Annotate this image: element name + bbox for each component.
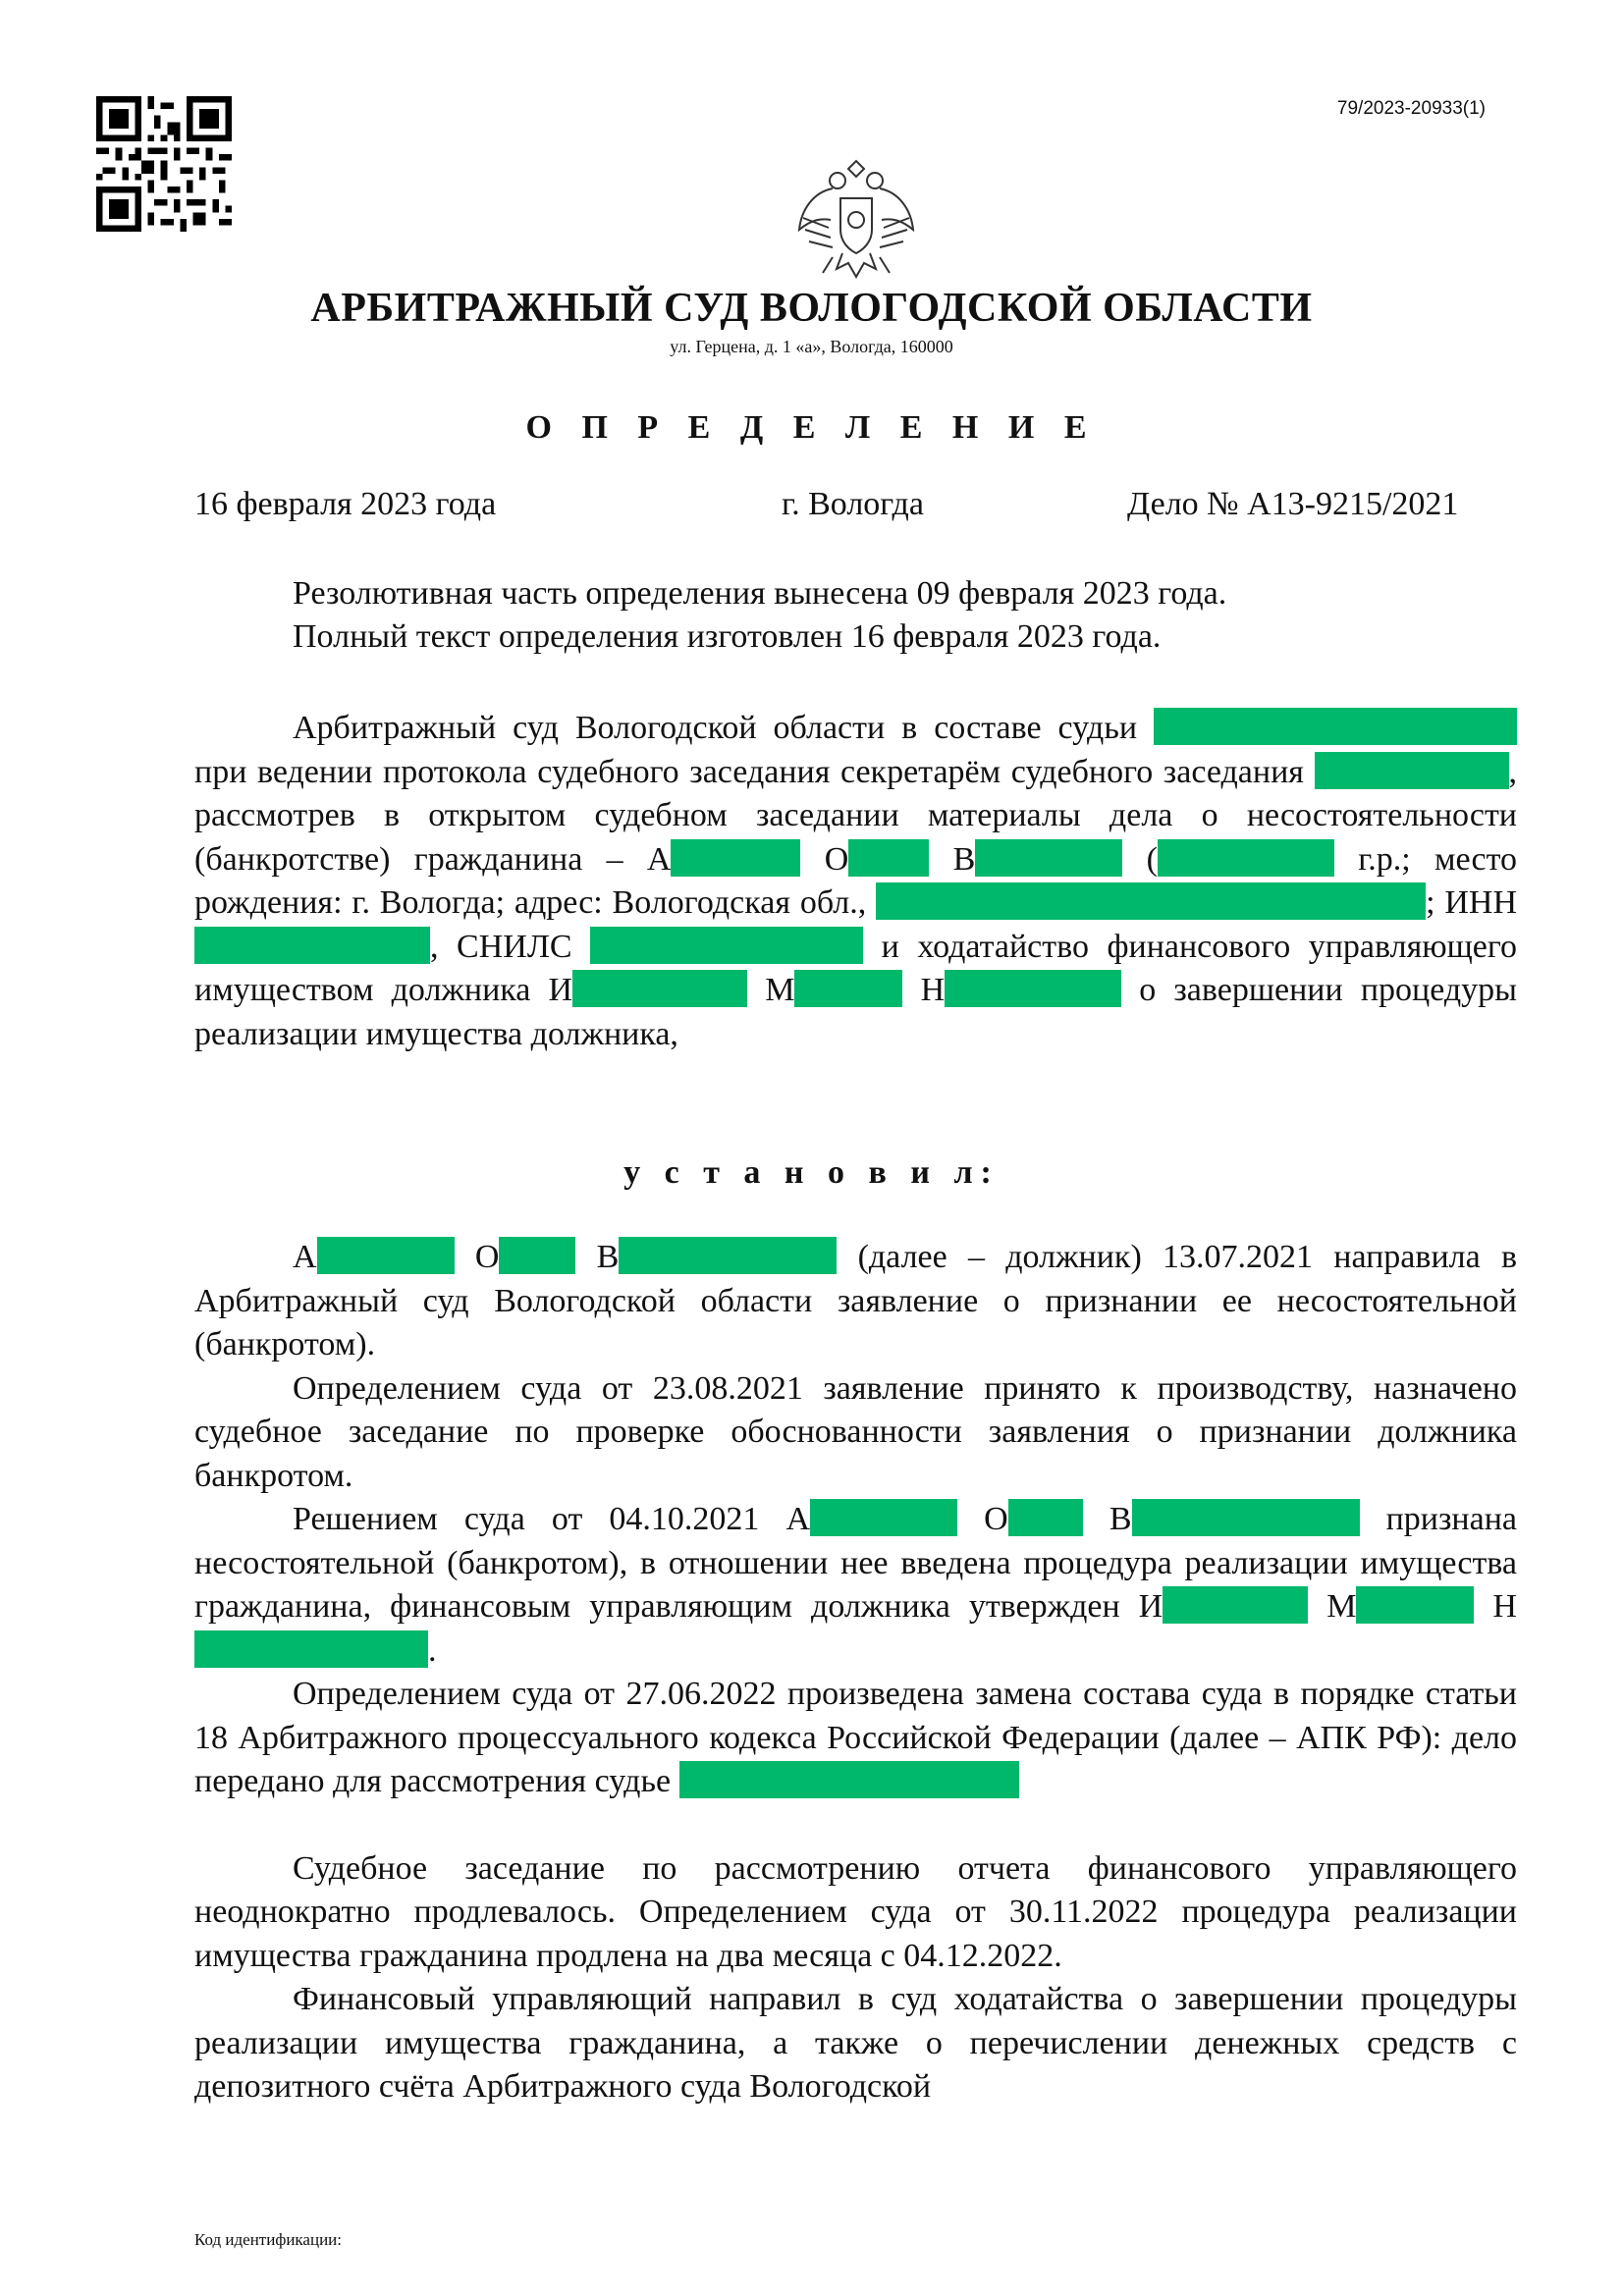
redaction — [848, 839, 929, 877]
redaction — [1163, 1586, 1308, 1624]
redaction — [876, 882, 1426, 920]
redaction — [619, 1237, 837, 1274]
document-date: 16 февраля 2023 года — [194, 486, 497, 522]
redaction — [590, 927, 863, 964]
redaction — [1158, 839, 1334, 877]
resolution-date-line: Резолютивная часть определения вынесена 09 февраля 2023 года. — [293, 575, 1227, 612]
redaction — [1132, 1499, 1360, 1536]
case-number: Дело № А13-9215/2021 — [1127, 486, 1459, 522]
redaction — [810, 1499, 957, 1536]
redaction — [499, 1237, 575, 1274]
redaction — [1154, 708, 1517, 745]
redaction — [194, 1630, 428, 1668]
findings-block — [194, 1236, 1517, 2109]
redaction — [1356, 1586, 1474, 1624]
intro-paragraph: Арбитражный суд Вологодской области в составе судьи при ведении протокола судебного заседания секретарём судебного заседания , рассмотрев в открытом судебном заседании материалы дела о несостоятельности (банкротстве) гражданина – А О В ( г.р.; место рождения: г. Вологда; адрес: Вологодская обл., ; ИНН , СНИЛС и ходатайство финансового управляющего имуществом должника И М Н о завершении процедуры реализации имущества должника, — [194, 710, 1518, 1052]
redaction — [945, 970, 1121, 1007]
redaction — [317, 1237, 455, 1274]
document-city: г. Вологда — [782, 486, 924, 522]
document-title: О П Р Е Д Е Л Е Н И Е — [525, 409, 1098, 446]
paragraph-acceptance: Определением суда от 23.08.2021 заявление принято к производству, назначено судебное заседание по проверке обоснованности заявления о признании должника банкротом. — [194, 1369, 1517, 1494]
redaction — [1008, 1499, 1083, 1536]
redaction — [1315, 752, 1509, 789]
identification-code-label: Код идентификации: — [194, 2230, 342, 2249]
coat-of-arms-icon — [793, 159, 919, 285]
redaction — [572, 970, 747, 1007]
paragraph-motion: Финансовый управляющий направил в суд ходатайства о завершении процедуры реализации имущества гражданина, а также о перечислении денежных средств с депозитного счёта Арбитражного суда Вологодской — [194, 1981, 1517, 2105]
redaction — [975, 839, 1122, 877]
paragraph-extension: Судебное заседание по рассмотрению отчета финансового управляющего неоднократно продлевалось. Определением суда от 30.11.2022 процедура реализации имущества гражданина продлена на два месяца с 04.12.2022. — [194, 1849, 1517, 1974]
redaction — [794, 970, 902, 1007]
redaction — [671, 839, 800, 877]
case-stamp: 79/2023-20933(1) — [1336, 98, 1486, 119]
paragraph-decision: Решением суда от 04.10.2021 А О В признана несостоятельной (банкротом), в отношении нее введена процедура реализации имущества гражданина, финансовым управляющим должника утвержден И М Н. — [194, 1501, 1517, 1669]
court-address: ул. Герцена, д. 1 «а», Вологда, 160000 — [670, 337, 953, 356]
redaction — [194, 927, 430, 964]
paragraph-judge-change: Определением суда от 27.06.2022 произведена замена состава суда в порядке статьи 18 Арбитражного процессуального кодекса Российской Федерации (далее – АПК РФ): дело передано для рассмотрения судье — [194, 1676, 1517, 1799]
court-name: АРБИТРАЖНЫЙ СУД ВОЛОГОДСКОЙ ОБЛАСТИ — [310, 286, 1313, 331]
intro-block — [194, 707, 1517, 1056]
full-text-date-line: Полный текст определения изготовлен 16 февраля 2023 года. — [293, 618, 1162, 655]
paragraph-filing: А О В (далее – должник) 13.07.2021 направила в Арбитражный суд Вологодской области заявление о признании ее несостоятельной (банкротом). — [194, 1239, 1517, 1362]
qr-code-icon — [96, 96, 232, 232]
established-heading: у с т а н о в и л: — [623, 1154, 1000, 1191]
redaction — [679, 1761, 1019, 1798]
